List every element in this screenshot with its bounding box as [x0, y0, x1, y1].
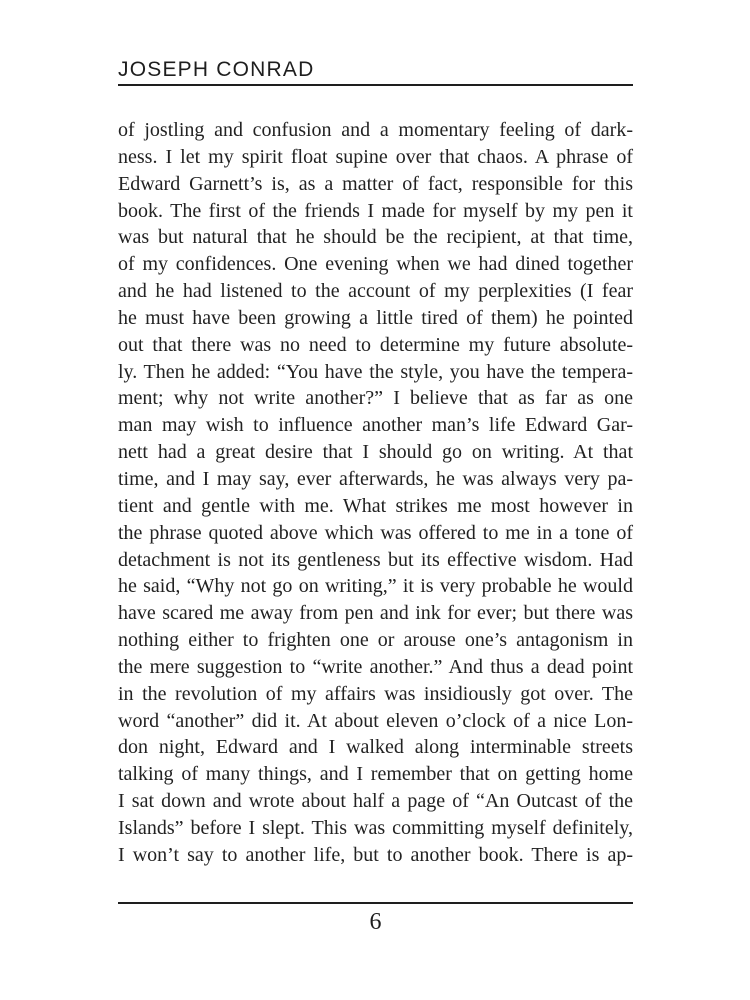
text-line: Islands” before I slept. This was committing myself definitely,: [118, 816, 633, 839]
text-line: of my confidences. One evening when we had dined together: [118, 253, 633, 276]
text-line: nothing either to frighten one or arouse one’s antagonism in: [118, 629, 633, 652]
text-line: ness. I let my spirit float supine over that chaos. A phrase of: [118, 145, 633, 168]
text-line: man may wish to influence another man’s life Edward Gar-: [118, 414, 633, 437]
text-line: word “another” did it. At about eleven o’clock of a nice Lon-: [118, 709, 633, 732]
text-line: the mere suggestion to “write another.” And thus a dead point: [118, 655, 633, 678]
text-line: time, and I may say, ever afterwards, he was always very pa-: [118, 467, 633, 490]
text-line: and he had listened to the account of my perplexities (I fear: [118, 280, 633, 303]
text-line: he must have been growing a little tired of them) he pointed: [118, 306, 633, 329]
text-line: don night, Edward and I walked along interminable streets: [118, 736, 633, 759]
text-line: detachment is not its gentleness but its effective wisdom. Had: [118, 548, 633, 571]
text-line: nett had a great desire that I should go on writing. At that: [118, 441, 633, 464]
header-rule: [118, 84, 633, 86]
text-line: tient and gentle with me. What strikes me most however in: [118, 494, 633, 517]
text-line: of jostling and confusion and a momentary feeling of dark-: [118, 119, 633, 141]
body-text: [118, 117, 633, 869]
text-line: have scared me away from pen and ink for ever; but there was: [118, 602, 633, 625]
text-line: I sat down and wrote about half a page of “An Outcast of the: [118, 790, 633, 813]
text-line: in the revolution of my affairs was insidiously got over. The: [118, 682, 633, 705]
text-line: I won’t say to another life, but to another book. There is ap-: [118, 843, 633, 866]
text-line: ment; why not write another?” I believe that as far as one: [118, 387, 633, 410]
text-line: Edward Garnett’s is, as a matter of fact, responsible for this: [118, 172, 633, 195]
footer-rule: [118, 902, 633, 904]
text-line: the phrase quoted above which was offered to me in a tone of: [118, 521, 633, 544]
text-line: talking of many things, and I remember that on getting home: [118, 763, 633, 786]
text-line: ly. Then he added: “You have the style, you have the tempera-: [118, 360, 633, 383]
text-line: was but natural that he should be the recipient, at that time,: [118, 226, 633, 249]
text-line: he said, “Why not go on writing,” it is very probable he would: [118, 575, 633, 598]
page-number: 6: [369, 909, 382, 935]
running-head: JOSEPH CONRAD: [118, 58, 315, 81]
text-line: book. The first of the friends I made for myself by my pen it: [118, 199, 633, 222]
text-line: out that there was no need to determine my future absolute-: [118, 333, 633, 356]
